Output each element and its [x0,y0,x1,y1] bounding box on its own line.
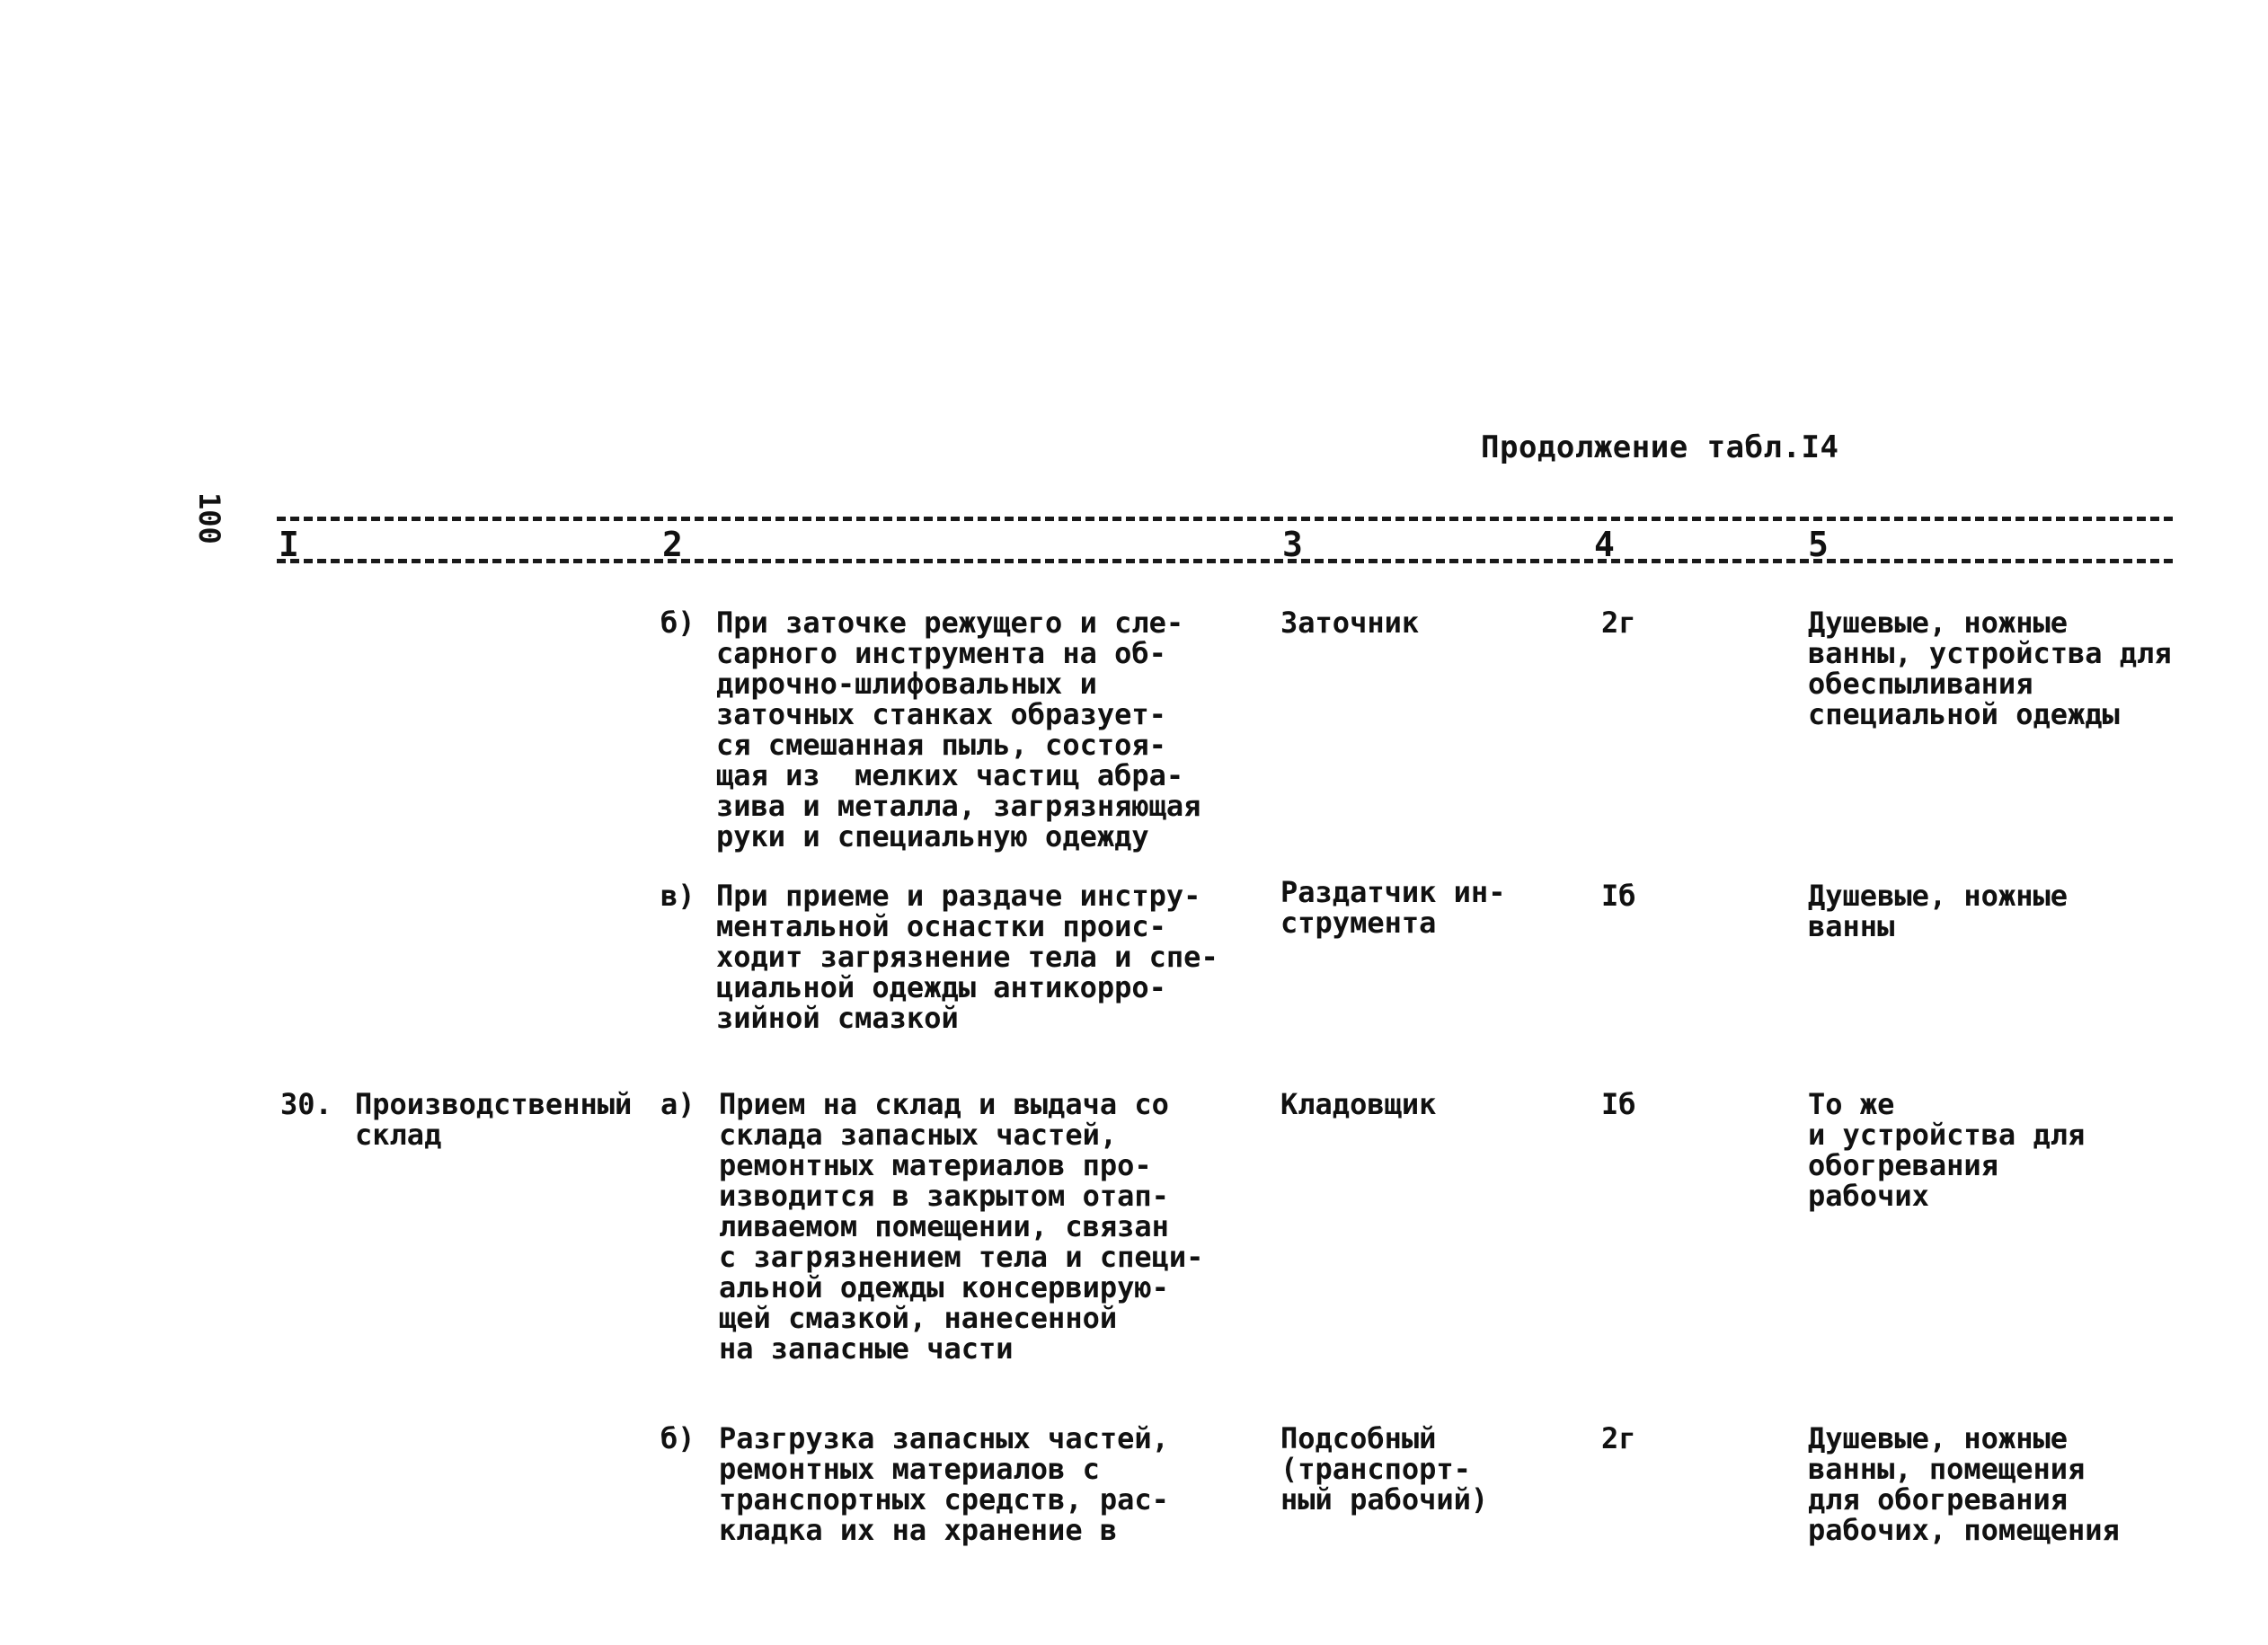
row-letter: а) [660,1087,695,1121]
sanitary-group: Iб [1601,879,1636,913]
sanitary-group: Iб [1601,1087,1636,1121]
work-description: При приеме и раздаче инстру- ментальной оснастки проис- ходит загрязнение тела и спе- циальной одежды антикорро- зийной смазкой [716,879,1218,1035]
row-letter: б) [660,1421,695,1455]
sanitary-group: 2г [1601,606,1636,640]
work-description: Разгрузка запасных частей, ремонтных материалов с транспортных средств, рас- кладка их на хранение в [719,1421,1169,1547]
table-continuation-caption: Продолжение табл.I4 [1481,429,1839,465]
page-number: 100 [192,492,226,544]
sanitary-facilities: Душевые, ножные ванны, помещения для обогревания рабочих, помещения [1808,1421,2120,1547]
table-header-rule [277,559,2173,563]
column-number-1: I [279,525,299,564]
row-letter: б) [660,606,695,640]
sanitary-group: 2г [1601,1421,1636,1455]
sanitary-facilities: Душевые, ножные ванны [1808,879,2068,943]
profession: Раздатчик ин- струмента [1280,875,1506,940]
row-letter: в) [660,879,695,913]
column-number-2: 2 [662,525,683,564]
profession: Заточник [1280,606,1420,640]
work-description: При заточке режущего и сле- сарного инструмента на об- дирочно-шлифовальных и заточных станках образует- ся смешанная пыль, состоя- щая из мелких частиц абра- зива и металла, загрязняющая руки и специальную одежду [716,606,1201,853]
sanitary-facilities: То же и устройства для обогревания рабочих [1808,1087,2086,1213]
work-description: Прием на склад и выдача со склада запасных частей, ремонтных материалов про- изводится в закрытом отап- ливаемом помещении, связан с загрязнением тела и специ- альной одежды консервирую- щей смазкой, нанесенной на запасные части [719,1087,1204,1366]
profession: Подсобный (транспорт- ный рабочий) [1280,1421,1489,1517]
profession: Кладовщик [1280,1087,1437,1121]
column-number-5: 5 [1808,525,1829,564]
table-top-rule [277,517,2173,521]
row-number: 30. [280,1087,332,1121]
column-number-4: 4 [1594,525,1615,564]
column-number-3: 3 [1282,525,1303,564]
object-name: Производственный склад [355,1087,633,1152]
sanitary-facilities: Душевые, ножные ванны, устройства для обеспыливания специальной одежды [1808,606,2172,731]
